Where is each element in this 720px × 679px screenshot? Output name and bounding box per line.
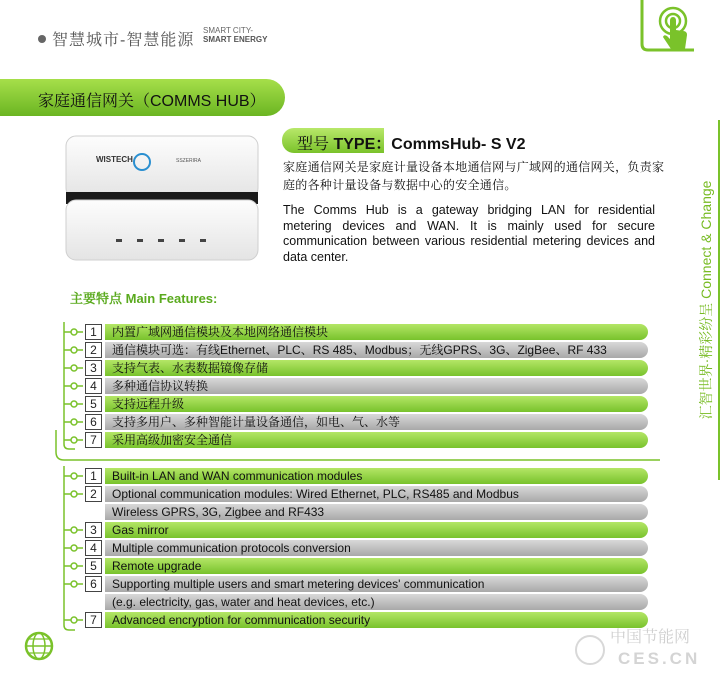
connector-dot <box>71 419 77 425</box>
cn-feature-2 <box>85 342 648 358</box>
feature-text: 多种通信协议转换 <box>105 378 648 394</box>
watermark-cn: 中国节能网 <box>610 627 691 646</box>
feature-number: 6 <box>85 414 102 430</box>
header-en-line2: SMART ENERGY <box>203 35 268 44</box>
feature-text: Multiple communication protocols conversion <box>105 540 648 556</box>
header-bullet <box>38 35 46 43</box>
connector-dot <box>71 563 77 569</box>
feature-text: Supporting multiple users and smart metering devices' communication <box>105 576 648 592</box>
en-feature-2 <box>85 486 648 502</box>
features-title: 主要特点 Main Features: <box>70 291 218 306</box>
device-brand-text: WISTECH <box>96 155 133 164</box>
feature-number: 1 <box>85 468 102 484</box>
feature-text: 支持多用户、多种智能计量设备通信，如电、气、水等 <box>105 414 648 430</box>
en-feature-6-continued: (e.g. electricity, gas, water and heat devices, etc.) <box>105 594 648 610</box>
description-en: The Comms Hub is a gateway bridging LAN for residential metering devices and WAN. It is mainly used for secure communication between various residential metering devices and data center. <box>283 203 655 264</box>
cn-feature-4 <box>85 378 648 394</box>
connector-dot <box>71 491 77 497</box>
feature-number: 6 <box>85 576 102 592</box>
feature-text: 通信模块可选：有线Ethernet、PLC、RS 485、Modbus；无线GPRS、3G、ZigBee、RF 433 <box>105 342 648 358</box>
type-prefix: 型号 <box>297 136 330 153</box>
connector-dot <box>71 365 77 371</box>
connector-dot <box>71 617 77 623</box>
feature-text: 采用高级加密安全通信 <box>105 432 648 448</box>
description-cn: 家庭通信网关是家庭计量设备本地通信网与广域网的通信网关，负责家庭的各种计量设备与数据中心的安全通信。 <box>283 160 665 192</box>
feature-text: Built-in LAN and WAN communication modules <box>105 468 648 484</box>
side-slogan: 汇智世界·精彩纷呈 Connect & Change <box>698 180 714 420</box>
connector-dot <box>71 401 77 407</box>
cn-feature-7 <box>85 432 648 448</box>
feature-text: 内置广域网通信模块及本地网络通信模块 <box>105 324 648 340</box>
type-label: TYPE：CommsHub- S V2 <box>333 136 526 153</box>
connector-dot <box>71 545 77 551</box>
connector-dot <box>71 473 77 479</box>
feature-text: Advanced encryption for communication security <box>105 612 648 628</box>
globe-icon <box>24 631 54 661</box>
comms-hub-device-image <box>64 134 260 264</box>
feature-text: Gas mirror <box>105 522 648 538</box>
connector-dot <box>71 347 77 353</box>
feature-text: 支持远程升级 <box>105 396 648 412</box>
header-title-cn: 智慧城市-智慧能源 <box>52 32 195 49</box>
en-feature-3 <box>85 522 648 538</box>
feature-text: Remote upgrade <box>105 558 648 574</box>
cn-feature-5 <box>85 396 648 412</box>
section-title: 家庭通信网关（COMMS HUB） <box>38 93 266 110</box>
connector-dot <box>71 527 77 533</box>
header-title-en <box>203 26 267 44</box>
cn-feature-3 <box>85 360 648 376</box>
connector-dot <box>71 581 77 587</box>
side-slogan-band <box>692 120 720 480</box>
connector-dot <box>71 383 77 389</box>
watermark-logo <box>570 622 710 672</box>
cn-feature-6 <box>85 414 648 430</box>
feature-number: 4 <box>85 540 102 556</box>
feature-text: Optional communication modules: Wired Ethernet, PLC, RS485 and Modbus <box>105 486 648 502</box>
en-feature-1 <box>85 468 648 484</box>
feature-number: 5 <box>85 396 102 412</box>
en-feature-5 <box>85 558 648 574</box>
cn-feature-1 <box>85 324 648 340</box>
feature-number: 1 <box>85 324 102 340</box>
feature-number: 7 <box>85 432 102 448</box>
feature-number: 2 <box>85 486 102 502</box>
connector-dot <box>71 437 77 443</box>
device-model-text: SSZERIRA <box>176 158 202 164</box>
en-feature-7 <box>85 612 648 628</box>
header-en-line1: SMART CITY- <box>203 26 254 35</box>
feature-number: 3 <box>85 522 102 538</box>
en-feature-6 <box>85 576 648 592</box>
feature-number: 7 <box>85 612 102 628</box>
model-type <box>297 131 526 154</box>
feature-number: 2 <box>85 342 102 358</box>
feature-number: 5 <box>85 558 102 574</box>
en-feature-2-continued: Wireless GPRS, 3G, Zigbee and RF433 <box>105 504 648 520</box>
feature-text: 支持气表、水表数据镜像存储 <box>105 360 648 376</box>
touch-icon <box>655 5 695 53</box>
feature-number: 3 <box>85 360 102 376</box>
feature-number: 4 <box>85 378 102 394</box>
en-feature-4 <box>85 540 648 556</box>
connector-dot <box>71 329 77 335</box>
watermark-en: CES.CN <box>618 649 701 668</box>
